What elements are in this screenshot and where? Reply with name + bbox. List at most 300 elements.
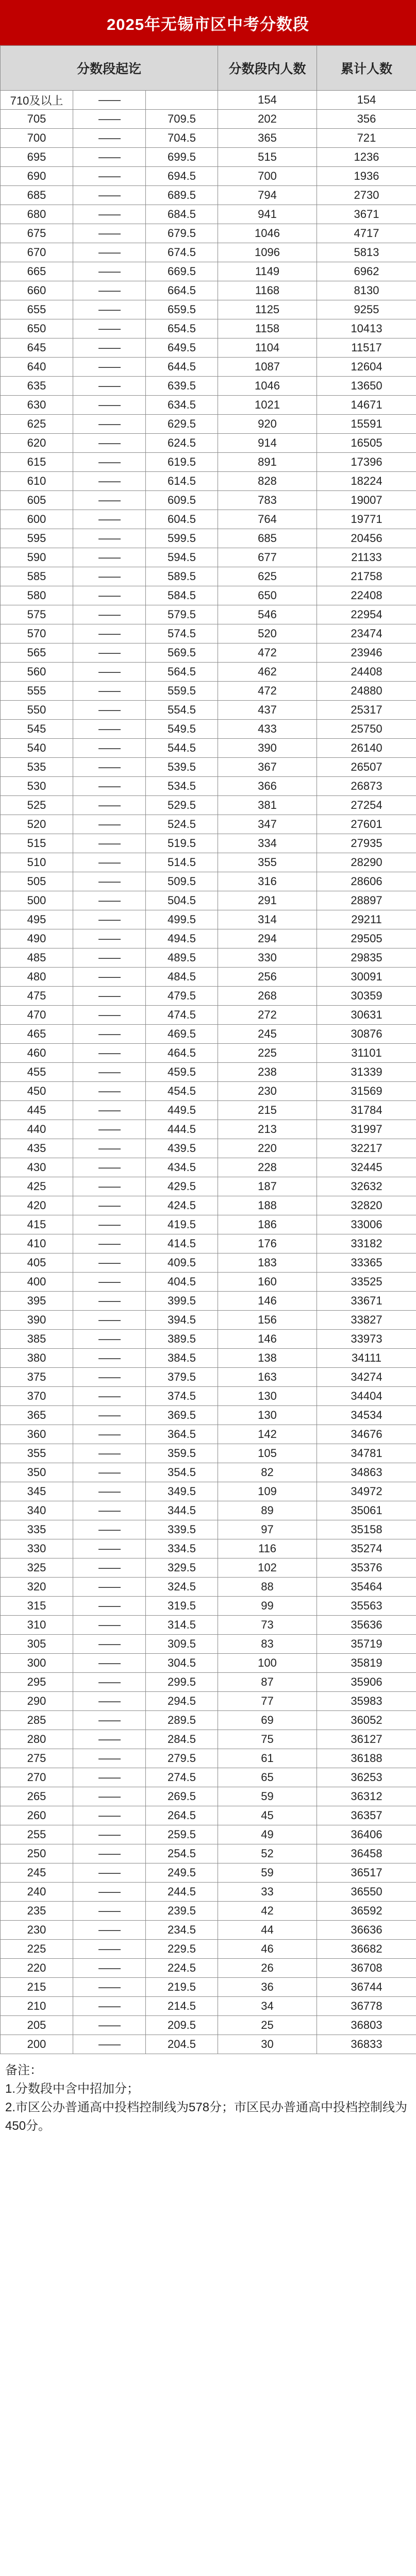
segment-start-cell: 390 xyxy=(1,1311,73,1330)
segment-dash-cell: —— xyxy=(73,1597,146,1616)
cumulative-cell: 3671 xyxy=(317,205,416,224)
segment-start-cell: 295 xyxy=(1,1673,73,1692)
segment-start-cell: 305 xyxy=(1,1635,73,1654)
segment-start-cell: 705 xyxy=(1,110,73,129)
segment-dash-cell: —— xyxy=(73,1330,146,1349)
segment-end-cell: 594.5 xyxy=(146,548,218,567)
segment-dash-cell: —— xyxy=(73,262,146,281)
cumulative-cell: 23946 xyxy=(317,643,416,663)
segment-dash-cell: —— xyxy=(73,1997,146,2016)
cumulative-cell: 32445 xyxy=(317,1158,416,1177)
segment-dash-cell: —— xyxy=(73,777,146,796)
segment-dash-cell: —— xyxy=(73,319,146,338)
segment-start-cell: 590 xyxy=(1,548,73,567)
segment-dash-cell: —— xyxy=(73,167,146,186)
segment-dash-cell: —— xyxy=(73,1940,146,1959)
segment-start-cell: 645 xyxy=(1,338,73,358)
segment-start-cell: 430 xyxy=(1,1158,73,1177)
segment-start-cell: 270 xyxy=(1,1768,73,1787)
segment-dash-cell: —— xyxy=(73,1578,146,1597)
segment-end-cell: 304.5 xyxy=(146,1654,218,1673)
segment-end-cell: 634.5 xyxy=(146,396,218,415)
segment-start-cell: 380 xyxy=(1,1349,73,1368)
segment-dash-cell: —— xyxy=(73,1654,146,1673)
segment-start-cell: 415 xyxy=(1,1215,73,1234)
segment-dash-cell: —— xyxy=(73,415,146,434)
segment-end-cell: 419.5 xyxy=(146,1215,218,1234)
table-row xyxy=(1,281,416,300)
cumulative-cell: 32820 xyxy=(317,1196,416,1215)
segment-dash-cell: —— xyxy=(73,1006,146,1025)
segment-end-cell: 329.5 xyxy=(146,1558,218,1578)
segment-start-cell: 400 xyxy=(1,1273,73,1292)
segment-start-cell: 495 xyxy=(1,910,73,929)
cumulative-cell: 35158 xyxy=(317,1520,416,1539)
table-row xyxy=(1,1558,416,1578)
table-row xyxy=(1,1825,416,1844)
cumulative-cell: 36833 xyxy=(317,2035,416,2054)
segment-dash-cell: —— xyxy=(73,1978,146,1997)
segment-end-cell: 374.5 xyxy=(146,1387,218,1406)
count-cell: 116 xyxy=(218,1539,317,1558)
segment-start-cell: 360 xyxy=(1,1425,73,1444)
count-cell: 625 xyxy=(218,567,317,586)
count-cell: 83 xyxy=(218,1635,317,1654)
cumulative-cell: 35376 xyxy=(317,1558,416,1578)
segment-end-cell: 649.5 xyxy=(146,338,218,358)
cumulative-cell: 32632 xyxy=(317,1177,416,1196)
segment-dash-cell: —— xyxy=(73,1520,146,1539)
count-cell: 316 xyxy=(218,872,317,891)
segment-start-cell: 585 xyxy=(1,567,73,586)
table-row xyxy=(1,739,416,758)
count-cell: 89 xyxy=(218,1501,317,1520)
table-row xyxy=(1,720,416,739)
segment-start-cell: 555 xyxy=(1,682,73,701)
count-cell: 183 xyxy=(218,1253,317,1273)
cumulative-cell: 28897 xyxy=(317,891,416,910)
cumulative-cell: 35719 xyxy=(317,1635,416,1654)
table-row xyxy=(1,1539,416,1558)
segment-dash-cell: —— xyxy=(73,1158,146,1177)
cumulative-cell: 35819 xyxy=(317,1654,416,1673)
count-cell: 59 xyxy=(218,1863,317,1883)
segment-start-cell: 630 xyxy=(1,396,73,415)
table-row xyxy=(1,224,416,243)
count-cell: 44 xyxy=(218,1921,317,1940)
segment-dash-cell: —— xyxy=(73,2016,146,2035)
segment-start-cell: 600 xyxy=(1,510,73,529)
cumulative-cell: 9255 xyxy=(317,300,416,319)
segment-start-cell: 620 xyxy=(1,434,73,453)
segment-start-cell: 505 xyxy=(1,872,73,891)
segment-dash-cell: —— xyxy=(73,586,146,605)
segment-dash-cell: —— xyxy=(73,434,146,453)
segment-end-cell: 509.5 xyxy=(146,872,218,891)
cumulative-cell: 29505 xyxy=(317,929,416,948)
cumulative-cell: 36312 xyxy=(317,1787,416,1806)
cumulative-cell: 26507 xyxy=(317,758,416,777)
segment-dash-cell: —— xyxy=(73,377,146,396)
segment-start-cell: 265 xyxy=(1,1787,73,1806)
segment-dash-cell: —— xyxy=(73,281,146,300)
cumulative-cell: 30631 xyxy=(317,1006,416,1025)
segment-start-cell: 315 xyxy=(1,1597,73,1616)
segment-end-cell: 484.5 xyxy=(146,968,218,987)
page-title: 2025年无锡市区中考分数段 xyxy=(107,15,309,33)
segment-start-cell: 475 xyxy=(1,987,73,1006)
header-count: 分数段内人数 xyxy=(218,46,317,91)
segment-end-cell: 239.5 xyxy=(146,1902,218,1921)
segment-end-cell: 259.5 xyxy=(146,1825,218,1844)
table-row xyxy=(1,434,416,453)
segment-start-cell: 345 xyxy=(1,1482,73,1501)
table-row xyxy=(1,1234,416,1253)
count-cell: 99 xyxy=(218,1597,317,1616)
segment-start-cell: 350 xyxy=(1,1463,73,1482)
table-row xyxy=(1,1196,416,1215)
segment-start-cell: 425 xyxy=(1,1177,73,1196)
segment-start-cell: 640 xyxy=(1,358,73,377)
segment-end-cell: 254.5 xyxy=(146,1844,218,1863)
segment-end-cell: 409.5 xyxy=(146,1253,218,1273)
count-cell: 1158 xyxy=(218,319,317,338)
table-row xyxy=(1,1330,416,1349)
segment-start-cell: 650 xyxy=(1,319,73,338)
table-row xyxy=(1,1787,416,1806)
segment-start-cell: 260 xyxy=(1,1806,73,1825)
cumulative-cell: 35274 xyxy=(317,1539,416,1558)
cumulative-cell: 36744 xyxy=(317,1978,416,1997)
table-row xyxy=(1,319,416,338)
table-row xyxy=(1,1940,416,1959)
segment-start-cell: 310 xyxy=(1,1616,73,1635)
segment-start-cell: 200 xyxy=(1,2035,73,2054)
segment-dash-cell: —— xyxy=(73,1234,146,1253)
table-row xyxy=(1,910,416,929)
segment-end-cell: 469.5 xyxy=(146,1025,218,1044)
table-row xyxy=(1,758,416,777)
segment-end-cell: 399.5 xyxy=(146,1292,218,1311)
segment-end-cell: 669.5 xyxy=(146,262,218,281)
segment-start-cell: 470 xyxy=(1,1006,73,1025)
segment-end-cell: 629.5 xyxy=(146,415,218,434)
cumulative-cell: 1236 xyxy=(317,148,416,167)
table-row xyxy=(1,1997,416,2016)
table-row xyxy=(1,663,416,682)
segment-start-cell: 255 xyxy=(1,1825,73,1844)
segment-start-cell: 635 xyxy=(1,377,73,396)
segment-dash-cell: —— xyxy=(73,663,146,682)
table-row xyxy=(1,205,416,224)
segment-dash-cell: —— xyxy=(73,148,146,167)
table-row xyxy=(1,338,416,358)
segment-end-cell: 549.5 xyxy=(146,720,218,739)
segment-dash-cell: —— xyxy=(73,396,146,415)
segment-end-cell: 414.5 xyxy=(146,1234,218,1253)
segment-dash-cell: —— xyxy=(73,1101,146,1120)
count-cell: 685 xyxy=(218,529,317,548)
segment-end-cell: 324.5 xyxy=(146,1578,218,1597)
segment-end-cell: 654.5 xyxy=(146,319,218,338)
table-row xyxy=(1,815,416,834)
segment-end-cell: 249.5 xyxy=(146,1863,218,1883)
cumulative-cell: 31784 xyxy=(317,1101,416,1120)
segment-dash-cell: —— xyxy=(73,548,146,567)
segment-end-cell: 359.5 xyxy=(146,1444,218,1463)
cumulative-cell: 34863 xyxy=(317,1463,416,1482)
segment-dash-cell: —— xyxy=(73,968,146,987)
table-row xyxy=(1,1139,416,1158)
segment-end-cell: 659.5 xyxy=(146,300,218,319)
cumulative-cell: 34781 xyxy=(317,1444,416,1463)
segment-end-cell: 289.5 xyxy=(146,1711,218,1730)
segment-end-cell: 489.5 xyxy=(146,948,218,968)
count-cell: 1125 xyxy=(218,300,317,319)
segment-dash-cell: —— xyxy=(73,853,146,872)
table-row xyxy=(1,624,416,643)
cumulative-cell: 33827 xyxy=(317,1311,416,1330)
segment-start-cell: 375 xyxy=(1,1368,73,1387)
segment-end-cell: 244.5 xyxy=(146,1883,218,1902)
cumulative-cell: 31997 xyxy=(317,1120,416,1139)
table-row xyxy=(1,300,416,319)
segment-start-cell: 670 xyxy=(1,243,73,262)
segment-start-cell: 665 xyxy=(1,262,73,281)
segment-end-cell: 569.5 xyxy=(146,643,218,663)
cumulative-cell: 31339 xyxy=(317,1063,416,1082)
segment-start-cell: 540 xyxy=(1,739,73,758)
count-cell: 347 xyxy=(218,815,317,834)
table-row xyxy=(1,1101,416,1120)
cumulative-cell: 33182 xyxy=(317,1234,416,1253)
segment-end-cell: 339.5 xyxy=(146,1520,218,1539)
segment-dash-cell: —— xyxy=(73,1501,146,1520)
segment-end-cell: 319.5 xyxy=(146,1597,218,1616)
segment-end-cell: 614.5 xyxy=(146,472,218,491)
segment-start-cell: 700 xyxy=(1,129,73,148)
segment-dash-cell: —— xyxy=(73,1444,146,1463)
table-row xyxy=(1,377,416,396)
segment-start-cell: 285 xyxy=(1,1711,73,1730)
count-cell: 256 xyxy=(218,968,317,987)
segment-start-cell: 680 xyxy=(1,205,73,224)
segment-start-cell: 690 xyxy=(1,167,73,186)
segment-dash-cell: —— xyxy=(73,1425,146,1444)
cumulative-cell: 36127 xyxy=(317,1730,416,1749)
count-cell: 36 xyxy=(218,1978,317,1997)
table-row xyxy=(1,948,416,968)
table-row xyxy=(1,1921,416,1940)
notes-heading: 备注： xyxy=(5,2063,42,2077)
cumulative-cell: 36708 xyxy=(317,1959,416,1978)
table-row xyxy=(1,2035,416,2054)
count-cell: 764 xyxy=(218,510,317,529)
table-row xyxy=(1,453,416,472)
count-cell: 365 xyxy=(218,129,317,148)
segment-dash-cell: —— xyxy=(73,224,146,243)
segment-start-cell: 550 xyxy=(1,701,73,720)
segment-end-cell: 394.5 xyxy=(146,1311,218,1330)
table-row xyxy=(1,1425,416,1444)
table-row xyxy=(1,1349,416,1368)
count-cell: 433 xyxy=(218,720,317,739)
cumulative-cell: 29211 xyxy=(317,910,416,929)
segment-dash-cell: —— xyxy=(73,91,146,110)
segment-start-cell: 245 xyxy=(1,1863,73,1883)
cumulative-cell: 33006 xyxy=(317,1215,416,1234)
segment-start-cell: 485 xyxy=(1,948,73,968)
segment-end-cell: 344.5 xyxy=(146,1501,218,1520)
table-row xyxy=(1,1635,416,1654)
cumulative-cell: 27935 xyxy=(317,834,416,853)
segment-start-cell: 455 xyxy=(1,1063,73,1082)
segment-dash-cell: —— xyxy=(73,758,146,777)
table-row xyxy=(1,243,416,262)
count-cell: 26 xyxy=(218,1959,317,1978)
segment-start-cell: 225 xyxy=(1,1940,73,1959)
table-row xyxy=(1,1387,416,1406)
count-cell: 187 xyxy=(218,1177,317,1196)
segment-start-cell: 250 xyxy=(1,1844,73,1863)
cumulative-cell: 8130 xyxy=(317,281,416,300)
segment-dash-cell: —— xyxy=(73,1768,146,1787)
segment-end-cell: 504.5 xyxy=(146,891,218,910)
cumulative-cell: 34676 xyxy=(317,1425,416,1444)
segment-end-cell: 424.5 xyxy=(146,1196,218,1215)
segment-dash-cell: —— xyxy=(73,987,146,1006)
cumulative-cell: 21758 xyxy=(317,567,416,586)
segment-start-cell: 685 xyxy=(1,186,73,205)
segment-end-cell: 609.5 xyxy=(146,491,218,510)
table-row xyxy=(1,1368,416,1387)
segment-dash-cell: —— xyxy=(73,472,146,491)
table-row xyxy=(1,1273,416,1292)
table-row xyxy=(1,167,416,186)
table-row xyxy=(1,1063,416,1082)
segment-end-cell: 524.5 xyxy=(146,815,218,834)
segment-start-cell: 515 xyxy=(1,834,73,853)
segment-end-cell: 554.5 xyxy=(146,701,218,720)
segment-end-cell: 584.5 xyxy=(146,586,218,605)
segment-start-cell: 370 xyxy=(1,1387,73,1406)
cumulative-cell: 721 xyxy=(317,129,416,148)
segment-dash-cell: —— xyxy=(73,2035,146,2054)
segment-start-cell: 530 xyxy=(1,777,73,796)
cumulative-cell: 22408 xyxy=(317,586,416,605)
segment-end-cell: 454.5 xyxy=(146,1082,218,1101)
cumulative-cell: 23474 xyxy=(317,624,416,643)
cumulative-cell: 19007 xyxy=(317,491,416,510)
table-row xyxy=(1,358,416,377)
cumulative-cell: 36682 xyxy=(317,1940,416,1959)
segment-start-cell: 560 xyxy=(1,663,73,682)
segment-dash-cell: —— xyxy=(73,1311,146,1330)
segment-start-cell: 710及以上 xyxy=(1,91,73,110)
table-row xyxy=(1,643,416,663)
segment-dash-cell: —— xyxy=(73,1349,146,1368)
segment-start-cell: 565 xyxy=(1,643,73,663)
cumulative-cell: 20456 xyxy=(317,529,416,548)
table-row xyxy=(1,968,416,987)
cumulative-cell: 25750 xyxy=(317,720,416,739)
count-cell: 100 xyxy=(218,1654,317,1673)
table-row xyxy=(1,1311,416,1330)
segment-start-cell: 210 xyxy=(1,1997,73,2016)
cumulative-cell: 35061 xyxy=(317,1501,416,1520)
cumulative-cell: 34274 xyxy=(317,1368,416,1387)
segment-start-cell: 460 xyxy=(1,1044,73,1063)
header-cumulative: 累计人数 xyxy=(317,46,416,91)
segment-end-cell: 694.5 xyxy=(146,167,218,186)
cumulative-cell: 27601 xyxy=(317,815,416,834)
segment-dash-cell: —— xyxy=(73,1253,146,1273)
segment-dash-cell: —— xyxy=(73,110,146,129)
count-cell: 1046 xyxy=(218,377,317,396)
segment-start-cell: 595 xyxy=(1,529,73,548)
count-cell: 160 xyxy=(218,1273,317,1292)
cumulative-cell: 29835 xyxy=(317,948,416,968)
segment-end-cell: 354.5 xyxy=(146,1463,218,1482)
count-cell: 215 xyxy=(218,1101,317,1120)
note-1: 1.分数段中含中招加分； xyxy=(5,2082,140,2096)
segment-dash-cell: —— xyxy=(73,300,146,319)
segment-dash-cell: —— xyxy=(73,1844,146,1863)
table-row xyxy=(1,1482,416,1501)
segment-dash-cell: —— xyxy=(73,1368,146,1387)
table-row xyxy=(1,1444,416,1463)
count-cell: 1149 xyxy=(218,262,317,281)
segment-dash-cell: —— xyxy=(73,1025,146,1044)
table-row xyxy=(1,1654,416,1673)
segment-start-cell: 440 xyxy=(1,1120,73,1139)
cumulative-cell: 36253 xyxy=(317,1768,416,1787)
table-row xyxy=(1,1749,416,1768)
segment-start-cell: 215 xyxy=(1,1978,73,1997)
cumulative-cell: 5813 xyxy=(317,243,416,262)
segment-start-cell: 675 xyxy=(1,224,73,243)
segment-dash-cell: —— xyxy=(73,1883,146,1902)
table-row xyxy=(1,1120,416,1139)
count-cell: 891 xyxy=(218,453,317,472)
cumulative-cell: 28606 xyxy=(317,872,416,891)
segment-dash-cell: —— xyxy=(73,1787,146,1806)
segment-end-cell: 294.5 xyxy=(146,1692,218,1711)
table-row xyxy=(1,262,416,281)
title-bar xyxy=(0,0,416,45)
count-cell: 213 xyxy=(218,1120,317,1139)
segment-end-cell: 604.5 xyxy=(146,510,218,529)
segment-end-cell: 699.5 xyxy=(146,148,218,167)
segment-end-cell: 559.5 xyxy=(146,682,218,701)
segment-start-cell: 320 xyxy=(1,1578,73,1597)
segment-end-cell: 439.5 xyxy=(146,1139,218,1158)
segment-end-cell: 264.5 xyxy=(146,1806,218,1825)
count-cell: 914 xyxy=(218,434,317,453)
segment-start-cell: 420 xyxy=(1,1196,73,1215)
segment-dash-cell: —— xyxy=(73,1635,146,1654)
segment-start-cell: 280 xyxy=(1,1730,73,1749)
count-cell: 154 xyxy=(218,91,317,110)
segment-dash-cell: —— xyxy=(73,1082,146,1101)
cumulative-cell: 15591 xyxy=(317,415,416,434)
count-cell: 272 xyxy=(218,1006,317,1025)
segment-end-cell: 229.5 xyxy=(146,1940,218,1959)
cumulative-cell: 35464 xyxy=(317,1578,416,1597)
segment-end-cell: 214.5 xyxy=(146,1997,218,2016)
count-cell: 220 xyxy=(218,1139,317,1158)
segment-end-cell: 349.5 xyxy=(146,1482,218,1501)
